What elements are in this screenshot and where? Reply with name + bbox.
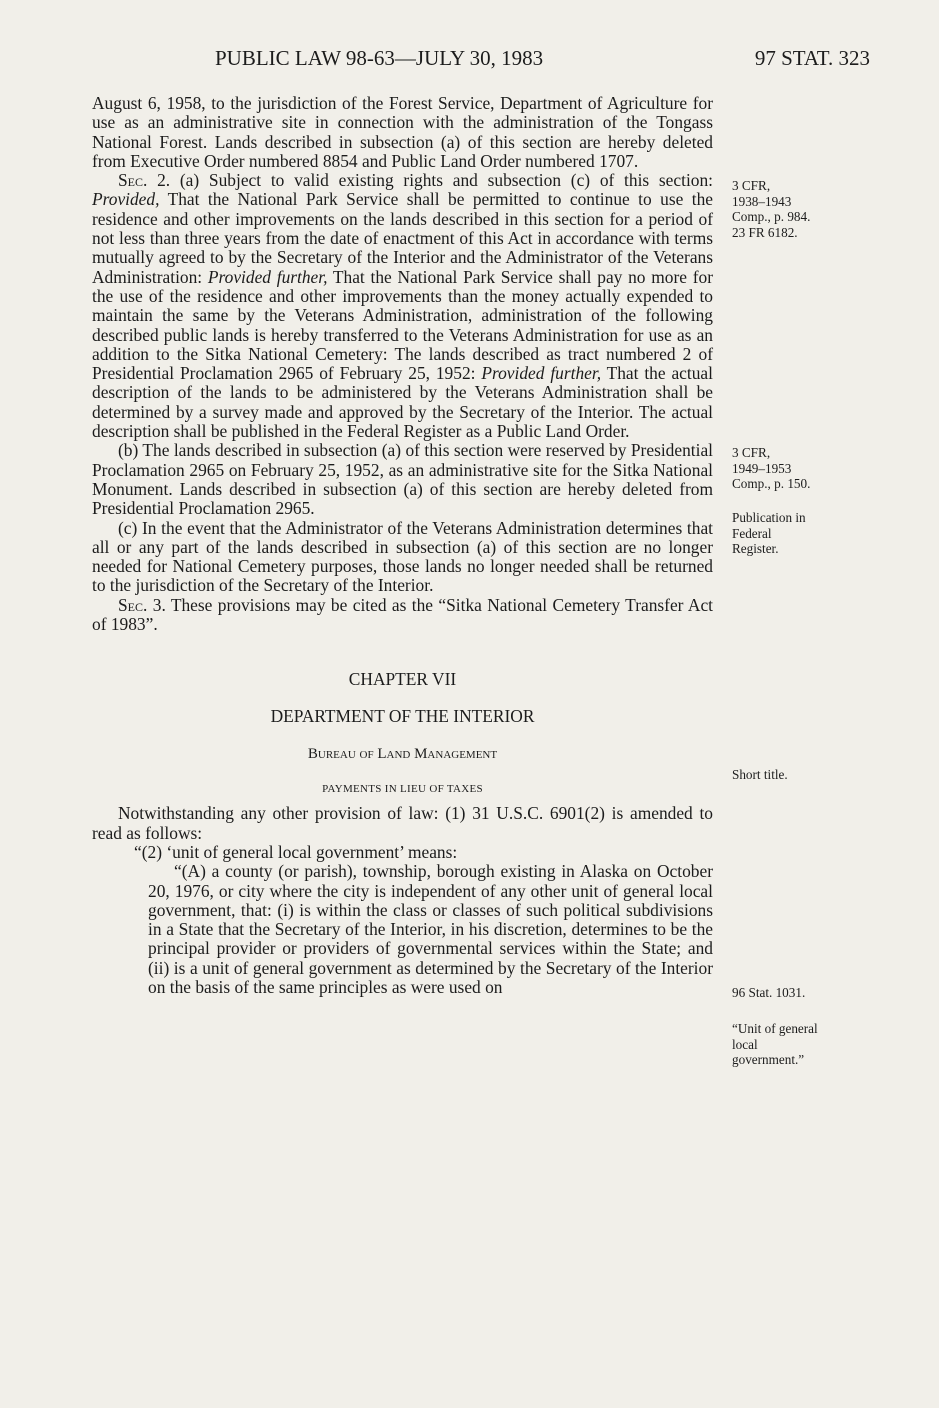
margin-note-line: 1949–1953 <box>732 460 792 476</box>
bureau-heading: Bureau of Land Management <box>307 746 498 763</box>
sec-2a-text-3: That the National Park Service shall pay no more for the use of the residence and other improvements than the money actually expended to maintain the same by the Veterans Administration, administration of the following described public lands is hereby transferred to the Veterans Administration for use as an addition to the Sitka National Cemetery: The lands described as tract numbered 2 of Presidential Proclamation 2965 of February 25, 1952: <box>92 266 713 384</box>
sec-3-text: . 3. These provisions may be cited as the “Sitka National Cemetery Transfer Act of 1983”. <box>92 594 713 635</box>
paragraph-sec-2c: (c) In the event that the Administrator of the Veterans Administration determines that all or any part of the lands described in subsection (a) of this section are no longer needed for National Cemetery purposes, those lands no longer needed shall be returned to the jurisdiction of the Secretary of the Interior. <box>92 517 713 596</box>
page-header <box>60 46 870 78</box>
margin-note-short-title <box>732 767 862 783</box>
sec-2a-text-4: That the actual description of the lands to be administered by the Veterans Administration shall be determined by a survey made and approved by the Secretary of the Interior. The actual description shall be published in the Federal Register as a Public Land Order. <box>92 363 713 442</box>
margin-note-line: 23 FR 6182. <box>732 224 798 240</box>
margin-note-line: 1938–1943 <box>732 193 792 209</box>
margin-note-line: “Unit of general <box>732 1021 818 1036</box>
margin-note-cfr-1949 <box>732 445 862 492</box>
margin-note-line: government.” <box>732 1052 805 1067</box>
margin-note-cfr-1938 <box>732 178 862 240</box>
margin-note-line: Publication in <box>732 510 806 525</box>
margin-note-line: Federal <box>732 525 772 541</box>
margin-note-line: Short title. <box>732 767 788 782</box>
definition-heading: “(2) ‘unit of general local government’ means: <box>134 841 458 862</box>
running-title: PUBLIC LAW 98-63—JULY 30, 1983 <box>215 46 544 70</box>
sec-label: Sec <box>118 594 144 615</box>
department-heading: DEPARTMENT OF THE INTERIOR <box>270 706 535 727</box>
margin-note-stat <box>732 985 862 1001</box>
definition-subparagraph-a: “(A) a county (or parish), township, borough existing in Alaska on October 20, 1976, or city where the city is independent of any other unit of general local government, that: (i) is within the class or classes of such political subdivisions in a State that the Secretary of the Interior, in his discretion, determines to be the principal provider or providers of governmental services within the State; and (ii) is a unit of general government as determined by the Secretary of the Interior on the basis of the same principles as were used on <box>148 861 713 997</box>
stat-page-number: 97 STAT. 323 <box>754 46 870 70</box>
sec-2a-text-2: That the National Park Service shall be permitted to continue to use the residence and other improvements on the lands described in this section for a period of not less than three years from the date of enactment of this Act in accordance with terms mutually agreed to by the Secretary of the Interior and the Administrator of the Veterans Administration: <box>92 189 713 287</box>
paragraph-sec-3 <box>92 596 713 635</box>
main-text-column <box>92 94 713 997</box>
provided-italic: Provided, <box>92 189 160 210</box>
margin-note-line: Comp., p. 984. <box>732 209 811 224</box>
margin-note-line: 3 CFR, <box>732 178 771 193</box>
chapter-heading: CHAPTER VII <box>348 669 457 690</box>
margin-note-line: Comp., p. 150. <box>732 476 811 491</box>
margin-note-line: 3 CFR, <box>732 445 771 460</box>
section-heading: PAYMENTS IN LIEU OF TAXES <box>322 783 483 796</box>
paragraph-continuation: August 6, 1958, to the jurisdiction of the Forest Service, Department of Agriculture for use as an administrative site in connection with the administration of the Tongass National Forest. Lands described in subsection (a) of this section are hereby deleted from Executive Order numbered 8854 and Public Land Order numbered 1707. <box>92 93 713 171</box>
margin-note-line: Register. <box>732 541 779 556</box>
sec-2a-text-1: . 2. (a) Subject to valid existing rights and subsection (c) of this section: <box>143 170 713 191</box>
sec-label: Sec <box>118 170 144 191</box>
provided-further-italic: Provided further, <box>207 266 328 287</box>
provision-intro: Notwithstanding any other provision of law: (1) 31 U.S.C. 6901(2) is amended to read as follows: <box>92 803 713 843</box>
margin-note-publication <box>732 510 862 557</box>
provided-further-italic: Provided further, <box>481 363 602 384</box>
margin-note-line: local <box>732 1036 758 1052</box>
paragraph-sec-2a <box>92 171 713 441</box>
margin-note-unit-of-government <box>732 1021 862 1068</box>
margin-note-line: 96 Stat. 1031. <box>732 985 806 1000</box>
paragraph-sec-2b: (b) The lands described in subsection (a) of this section were reserved by Presidential Proclamation 2965 on February 25, 1952, as an administrative site for the Sitka National Monument. Lands described in subsection (a) of this section are hereby deleted from Presidential Proclamation 2965. <box>92 440 713 519</box>
